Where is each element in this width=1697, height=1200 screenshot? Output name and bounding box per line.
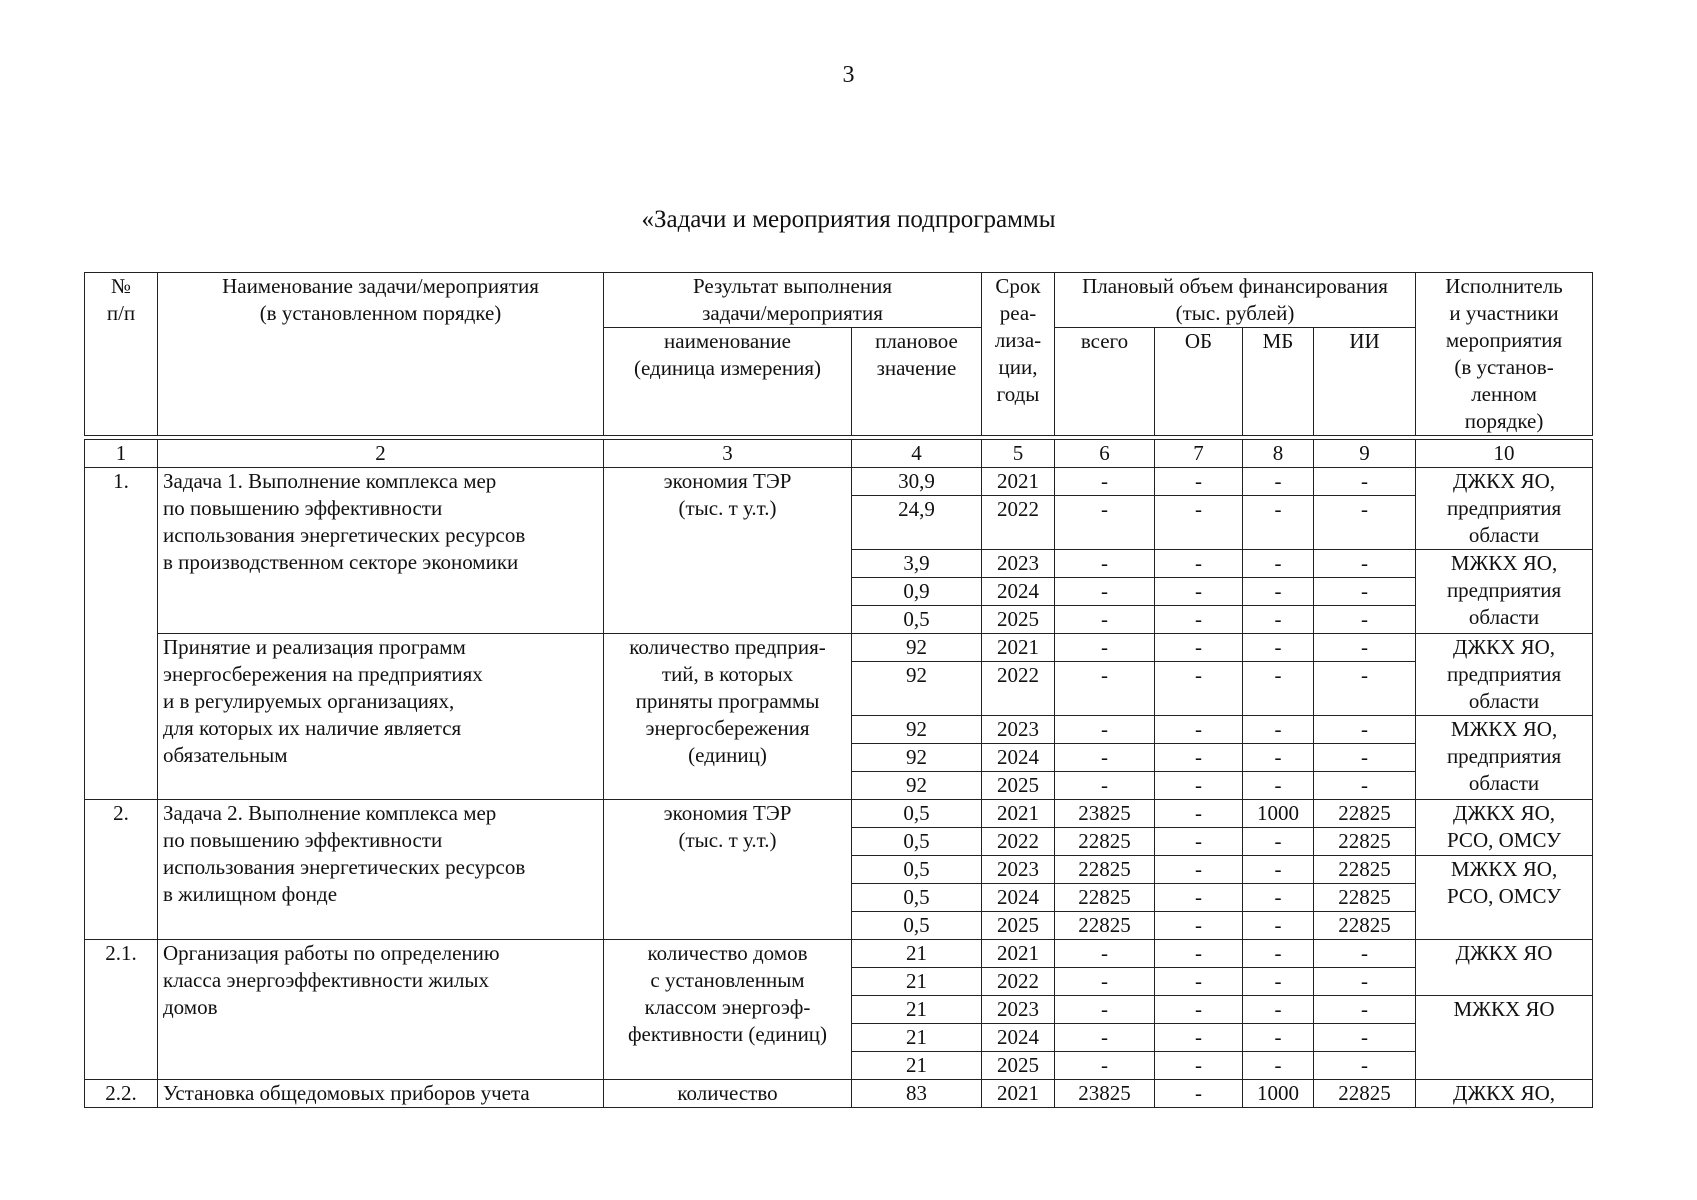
column-number: 4: [852, 440, 982, 468]
fin-total-cell: -: [1055, 744, 1155, 772]
year-cell: 2025: [982, 1052, 1055, 1080]
fin-total-cell: 23825: [1055, 800, 1155, 828]
tasks-table: [84, 272, 1593, 1108]
executor-cell: ДЖКХ ЯО, предприятия области: [1416, 634, 1593, 716]
fin-mb-cell: -: [1243, 940, 1314, 968]
planned-value: 21: [852, 968, 982, 996]
fin-ii-cell: 22825: [1314, 1080, 1416, 1108]
year-cell: 2023: [982, 856, 1055, 884]
header-name: Наименование задачи/мероприятия (в установленном порядке): [158, 273, 604, 436]
header-no: № п/п: [85, 273, 158, 436]
fin-ii-cell: 22825: [1314, 912, 1416, 940]
fin-mb-cell: -: [1243, 1052, 1314, 1080]
fin-total-cell: -: [1055, 550, 1155, 578]
fin-ob-cell: -: [1155, 606, 1243, 634]
fin-ob-cell: -: [1155, 496, 1243, 550]
header-financing: Плановый объем финансирования (тыс. рублей): [1055, 273, 1416, 328]
fin-ob-cell: -: [1155, 578, 1243, 606]
fin-mb-cell: -: [1243, 1024, 1314, 1052]
year-cell: 2022: [982, 662, 1055, 716]
fin-ob-cell: -: [1155, 828, 1243, 856]
fin-ii-cell: -: [1314, 996, 1416, 1024]
column-numbers-row: [85, 440, 1593, 468]
result-indicator: экономия ТЭР (тыс. т у.т.): [604, 800, 852, 940]
year-cell: 2024: [982, 744, 1055, 772]
fin-ob-cell: -: [1155, 716, 1243, 744]
row-number: 1.: [85, 468, 158, 800]
year-cell: 2024: [982, 1024, 1055, 1052]
fin-ob-cell: -: [1155, 884, 1243, 912]
fin-mb-cell: -: [1243, 996, 1314, 1024]
fin-ob-cell: -: [1155, 1080, 1243, 1108]
column-number: 8: [1243, 440, 1314, 468]
planned-value: 92: [852, 662, 982, 716]
table-row: [85, 468, 1593, 496]
fin-total-cell: 22825: [1055, 884, 1155, 912]
planned-value: 0,9: [852, 578, 982, 606]
result-indicator: экономия ТЭР (тыс. т у.т.): [604, 468, 852, 634]
fin-ob-cell: -: [1155, 468, 1243, 496]
fin-mb-cell: -: [1243, 884, 1314, 912]
fin-total-cell: -: [1055, 772, 1155, 800]
fin-total-cell: -: [1055, 996, 1155, 1024]
fin-ii-cell: -: [1314, 716, 1416, 744]
fin-ob-cell: -: [1155, 744, 1243, 772]
fin-ii-cell: -: [1314, 940, 1416, 968]
fin-total-cell: -: [1055, 606, 1155, 634]
column-number: 7: [1155, 440, 1243, 468]
fin-total-cell: -: [1055, 634, 1155, 662]
column-number: 5: [982, 440, 1055, 468]
result-indicator: количество предприя- тий, в которых приняты программы энергосбережения (единиц): [604, 634, 852, 800]
planned-value: 0,5: [852, 884, 982, 912]
header-executor: Исполнитель и участники мероприятия (в установ- ленном порядке): [1416, 273, 1593, 436]
header-fin-ii: ИИ: [1314, 328, 1416, 436]
header-result-value: плановое значение: [852, 328, 982, 436]
year-cell: 2025: [982, 912, 1055, 940]
year-cell: 2021: [982, 940, 1055, 968]
year-cell: 2024: [982, 884, 1055, 912]
executor-cell: МЖКХ ЯО, РСО, ОМСУ: [1416, 856, 1593, 940]
fin-total-cell: 23825: [1055, 1080, 1155, 1108]
fin-mb-cell: 1000: [1243, 800, 1314, 828]
fin-ii-cell: 22825: [1314, 856, 1416, 884]
fin-mb-cell: -: [1243, 468, 1314, 496]
executor-cell: ДЖКХ ЯО,: [1416, 1080, 1593, 1108]
row-number: 2.2.: [85, 1080, 158, 1108]
executor-cell: ДЖКХ ЯО: [1416, 940, 1593, 996]
fin-ii-cell: 22825: [1314, 800, 1416, 828]
planned-value: 21: [852, 1024, 982, 1052]
executor-cell: МЖКХ ЯО, предприятия области: [1416, 550, 1593, 634]
executor-cell: ДЖКХ ЯО, РСО, ОМСУ: [1416, 800, 1593, 856]
executor-cell: МЖКХ ЯО: [1416, 996, 1593, 1080]
fin-ii-cell: -: [1314, 606, 1416, 634]
fin-ob-cell: -: [1155, 1052, 1243, 1080]
fin-ob-cell: -: [1155, 662, 1243, 716]
fin-ii-cell: -: [1314, 496, 1416, 550]
fin-ii-cell: -: [1314, 578, 1416, 606]
fin-mb-cell: -: [1243, 912, 1314, 940]
planned-value: 83: [852, 1080, 982, 1108]
fin-mb-cell: -: [1243, 496, 1314, 550]
fin-ii-cell: -: [1314, 1052, 1416, 1080]
fin-ii-cell: -: [1314, 968, 1416, 996]
table-row: [85, 800, 1593, 828]
planned-value: 21: [852, 996, 982, 1024]
executor-cell: ДЖКХ ЯО, предприятия области: [1416, 468, 1593, 550]
year-cell: 2023: [982, 550, 1055, 578]
table-row: [85, 940, 1593, 968]
column-number: 9: [1314, 440, 1416, 468]
fin-total-cell: 22825: [1055, 912, 1155, 940]
header-fin-mb: МБ: [1243, 328, 1314, 436]
fin-ob-cell: -: [1155, 550, 1243, 578]
fin-ii-cell: -: [1314, 1024, 1416, 1052]
row-number: 2.: [85, 800, 158, 940]
fin-ii-cell: -: [1314, 550, 1416, 578]
column-number: 6: [1055, 440, 1155, 468]
document-title: «Задачи и мероприятия подпрограммы: [641, 206, 1056, 233]
fin-ob-cell: -: [1155, 800, 1243, 828]
fin-mb-cell: -: [1243, 578, 1314, 606]
year-cell: 2022: [982, 828, 1055, 856]
fin-mb-cell: -: [1243, 716, 1314, 744]
year-cell: 2021: [982, 800, 1055, 828]
planned-value: 21: [852, 1052, 982, 1080]
fin-total-cell: -: [1055, 468, 1155, 496]
executor-cell: МЖКХ ЯО, предприятия области: [1416, 716, 1593, 800]
fin-mb-cell: -: [1243, 634, 1314, 662]
fin-ii-cell: -: [1314, 744, 1416, 772]
fin-ii-cell: -: [1314, 772, 1416, 800]
fin-mb-cell: -: [1243, 662, 1314, 716]
planned-value: 0,5: [852, 912, 982, 940]
header-row-1: [85, 273, 1593, 328]
column-number: 2: [158, 440, 604, 468]
year-cell: 2021: [982, 468, 1055, 496]
fin-mb-cell: -: [1243, 772, 1314, 800]
header-fin-ob: ОБ: [1155, 328, 1243, 436]
year-cell: 2023: [982, 716, 1055, 744]
year-cell: 2025: [982, 772, 1055, 800]
year-cell: 2022: [982, 496, 1055, 550]
fin-mb-cell: 1000: [1243, 1080, 1314, 1108]
fin-total-cell: -: [1055, 496, 1155, 550]
fin-total-cell: -: [1055, 716, 1155, 744]
task-name: Задача 1. Выполнение комплекса мер по повышению эффективности использования энергетических ресурсов в производственном секторе экономики: [158, 468, 604, 634]
planned-value: 92: [852, 634, 982, 662]
fin-ob-cell: -: [1155, 968, 1243, 996]
year-cell: 2022: [982, 968, 1055, 996]
planned-value: 0,5: [852, 856, 982, 884]
year-cell: 2021: [982, 634, 1055, 662]
fin-mb-cell: -: [1243, 606, 1314, 634]
fin-total-cell: 22825: [1055, 828, 1155, 856]
planned-value: 30,9: [852, 468, 982, 496]
planned-value: 0,5: [852, 800, 982, 828]
column-number: 10: [1416, 440, 1593, 468]
fin-ii-cell: 22825: [1314, 828, 1416, 856]
planned-value: 92: [852, 772, 982, 800]
fin-ob-cell: -: [1155, 996, 1243, 1024]
fin-total-cell: -: [1055, 968, 1155, 996]
planned-value: 3,9: [852, 550, 982, 578]
fin-ob-cell: -: [1155, 634, 1243, 662]
page-number: 3: [842, 62, 855, 88]
task-name: Установка общедомовых приборов учета: [158, 1080, 604, 1108]
header-result: Результат выполнения задачи/мероприятия: [604, 273, 982, 328]
task-name: Организация работы по определению класса энергоэффективности жилых домов: [158, 940, 604, 1080]
fin-ob-cell: -: [1155, 856, 1243, 884]
fin-total-cell: -: [1055, 662, 1155, 716]
fin-mb-cell: -: [1243, 550, 1314, 578]
column-number: 1: [85, 440, 158, 468]
year-cell: 2023: [982, 996, 1055, 1024]
fin-total-cell: -: [1055, 1024, 1155, 1052]
result-indicator: количество: [604, 1080, 852, 1108]
fin-ob-cell: -: [1155, 940, 1243, 968]
result-indicator: количество домов с установленным классом энергоэф- фективности (единиц): [604, 940, 852, 1080]
planned-value: 92: [852, 744, 982, 772]
planned-value: 21: [852, 940, 982, 968]
header-result-name: наименование (единица измерения): [604, 328, 852, 436]
year-cell: 2021: [982, 1080, 1055, 1108]
fin-mb-cell: -: [1243, 744, 1314, 772]
task-name: Принятие и реализация программ энергосбережения на предприятиях и в регулируемых организациях, для которых их наличие является обязательным: [158, 634, 604, 800]
column-number: 3: [604, 440, 852, 468]
header-fin-total: всего: [1055, 328, 1155, 436]
planned-value: 0,5: [852, 606, 982, 634]
fin-total-cell: 22825: [1055, 856, 1155, 884]
fin-ob-cell: -: [1155, 1024, 1243, 1052]
row-number: 2.1.: [85, 940, 158, 1080]
fin-mb-cell: -: [1243, 968, 1314, 996]
fin-ob-cell: -: [1155, 912, 1243, 940]
fin-ii-cell: -: [1314, 634, 1416, 662]
fin-total-cell: -: [1055, 940, 1155, 968]
fin-ii-cell: -: [1314, 468, 1416, 496]
planned-value: 0,5: [852, 828, 982, 856]
fin-total-cell: -: [1055, 578, 1155, 606]
header-term: Срок реа- лиза- ции, годы: [982, 273, 1055, 436]
fin-ob-cell: -: [1155, 772, 1243, 800]
fin-mb-cell: -: [1243, 828, 1314, 856]
fin-mb-cell: -: [1243, 856, 1314, 884]
fin-total-cell: -: [1055, 1052, 1155, 1080]
table-row: [85, 1080, 1593, 1108]
table-row: [85, 634, 1593, 662]
planned-value: 24,9: [852, 496, 982, 550]
task-name: Задача 2. Выполнение комплекса мер по повышению эффективности использования энергетических ресурсов в жилищном фонде: [158, 800, 604, 940]
fin-ii-cell: -: [1314, 662, 1416, 716]
year-cell: 2025: [982, 606, 1055, 634]
planned-value: 92: [852, 716, 982, 744]
fin-ii-cell: 22825: [1314, 884, 1416, 912]
year-cell: 2024: [982, 578, 1055, 606]
